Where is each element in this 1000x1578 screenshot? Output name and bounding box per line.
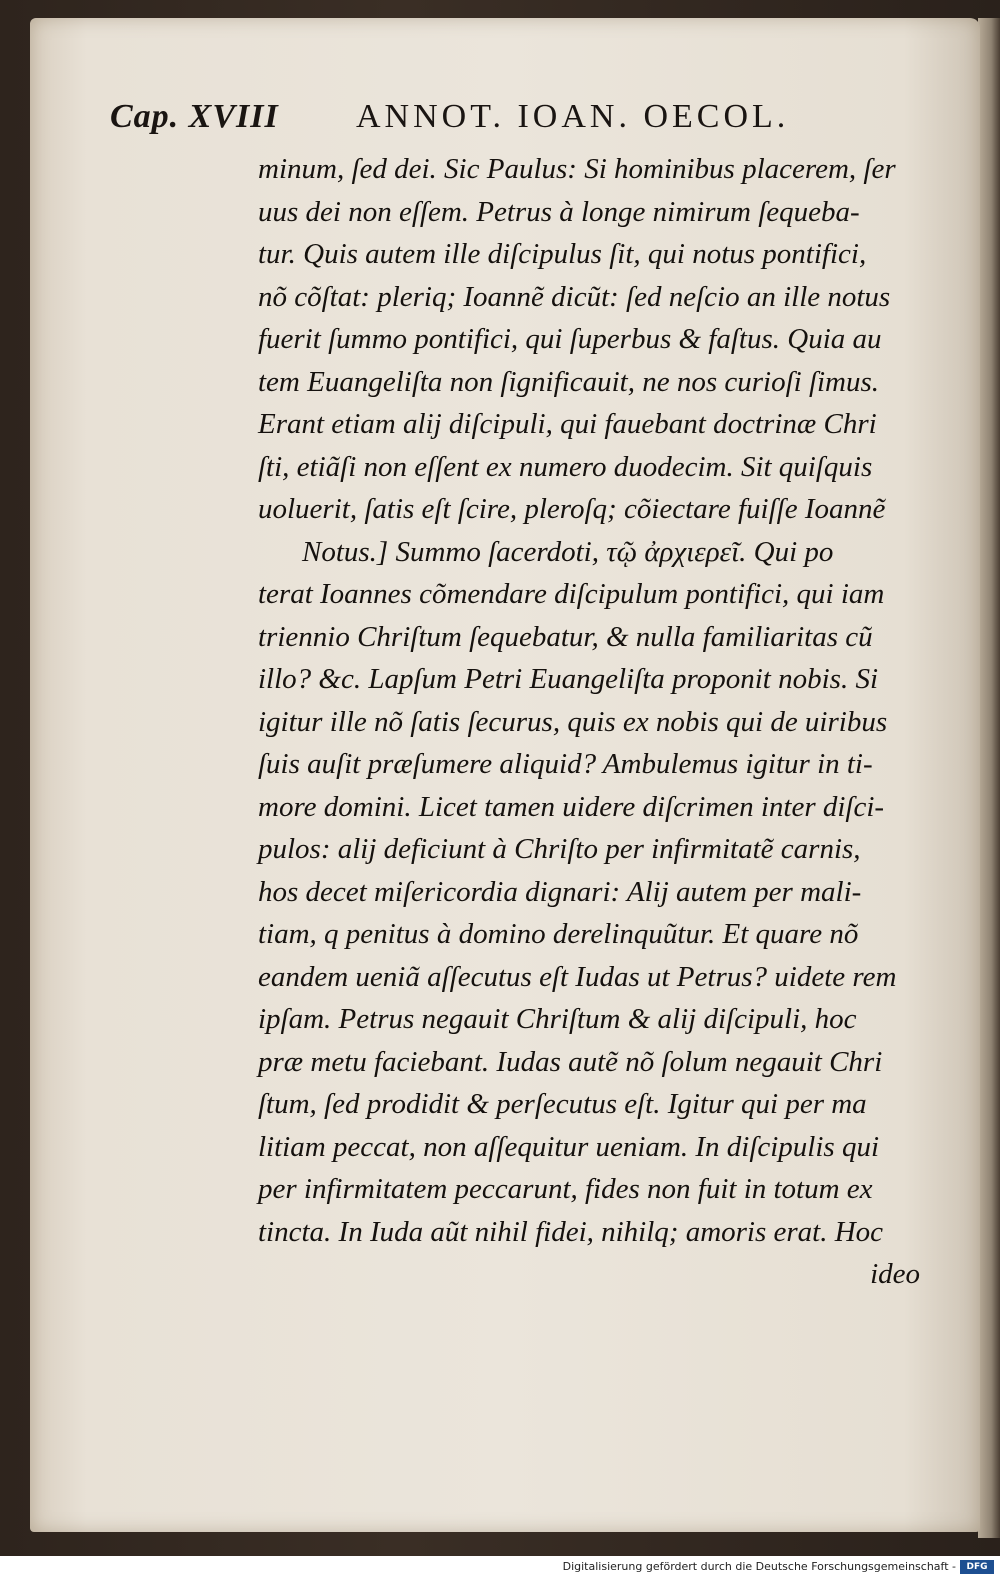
text-line: eandem ueniã aſſecutus eſt Iudas ut Petrus? uidete rem <box>258 960 897 993</box>
text-line: minum, ſed dei. Sic Paulus: Si hominibus placerem, ſer <box>258 153 896 185</box>
lemma-line: Notus.] Summo ſacerdoti, τῷ ἀρχιερεῖ. Qui po <box>302 535 834 568</box>
text-line: tur. Quis autem ille diſcipulus ſit, qui notus pontifici, <box>258 238 867 270</box>
body-text <box>258 148 938 1296</box>
text-line: nõ cõſtat: pleriq; Ioannẽ dicũt: ſed neſcio an ille notus <box>258 280 891 313</box>
text-line: tincta. In Iuda aũt nihil fidei, nihilq; amoris erat. Hoc <box>258 1215 884 1248</box>
text-line: igitur ille nõ ſatis ſecurus, quis ex nobis qui de uiribus <box>258 705 888 738</box>
text-line: uus dei non eſſem. Petrus à longe nimirum ſequeba- <box>258 195 860 228</box>
text-line: illo? &c. Lapſum Petri Euangeliſta proponit nobis. Si <box>258 663 879 695</box>
chapter-number: Cap. XVIII <box>110 98 279 135</box>
catchword: ideo <box>870 1258 920 1290</box>
text-line: uoluerit, ſatis eſt ſcire, pleroſq; cõiectare fuiſſe Ioannẽ <box>258 493 886 525</box>
text-line: præ metu faciebant. Iudas autẽ nõ ſolum negauit Chri <box>258 1045 883 1078</box>
text-line: ſtum, ſed prodidit & perſecutus eſt. Igitur qui per ma <box>258 1088 867 1120</box>
text-line: Erant etiam alij diſcipuli, qui fauebant doctrinæ Chri <box>258 408 877 440</box>
running-head <box>110 98 850 144</box>
text-line: pulos: alij deficiunt à Chriſto per infirmitatẽ carnis, <box>258 833 861 865</box>
funding-notice: Digitalisierung gefördert durch die Deutsche Forschungsgemeinschaft - <box>562 1560 956 1573</box>
text-line: litiam peccat, non aſſequitur ueniam. In diſcipulis qui <box>258 1130 880 1163</box>
dfg-logo: DFG <box>960 1560 994 1574</box>
footer-bar <box>0 1556 1000 1578</box>
text-line: per infirmitatem peccarunt, fides non fuit in totum ex <box>258 1173 873 1205</box>
text-line: tem Euangeliſta non ſignificauit, ne nos curioſi ſimus. <box>258 365 880 398</box>
text-line: ſti, etiãſi non eſſent ex numero duodecim. Sit quiſquis <box>258 450 873 483</box>
text-line: ipſam. Petrus negauit Chriſtum & alij diſcipuli, hoc <box>258 1003 857 1035</box>
text-line: fuerit ſummo pontifici, qui ſuperbus & faſtus. Quia au <box>258 323 882 355</box>
text-line: hos decet miſericordia dignari: Alij autem per mali- <box>258 875 862 908</box>
text-line: tiam, q penitus à domino derelinquũtur. Et quare nõ <box>258 918 859 950</box>
text-line: terat Ioannes cõmendare diſcipulum pontifici, qui iam <box>258 578 885 610</box>
page-edge <box>978 18 1000 1538</box>
running-title: ANNOT. IOAN. OECOL. <box>356 98 790 135</box>
text-line: more domini. Licet tamen uidere diſcrimen inter diſci- <box>258 790 885 823</box>
text-line: ſuis auſit præſumere aliquid? Ambulemus igitur in ti- <box>258 748 873 780</box>
text-line: triennio Chriſtum ſequebatur, & nulla familiaritas cũ <box>258 620 873 653</box>
